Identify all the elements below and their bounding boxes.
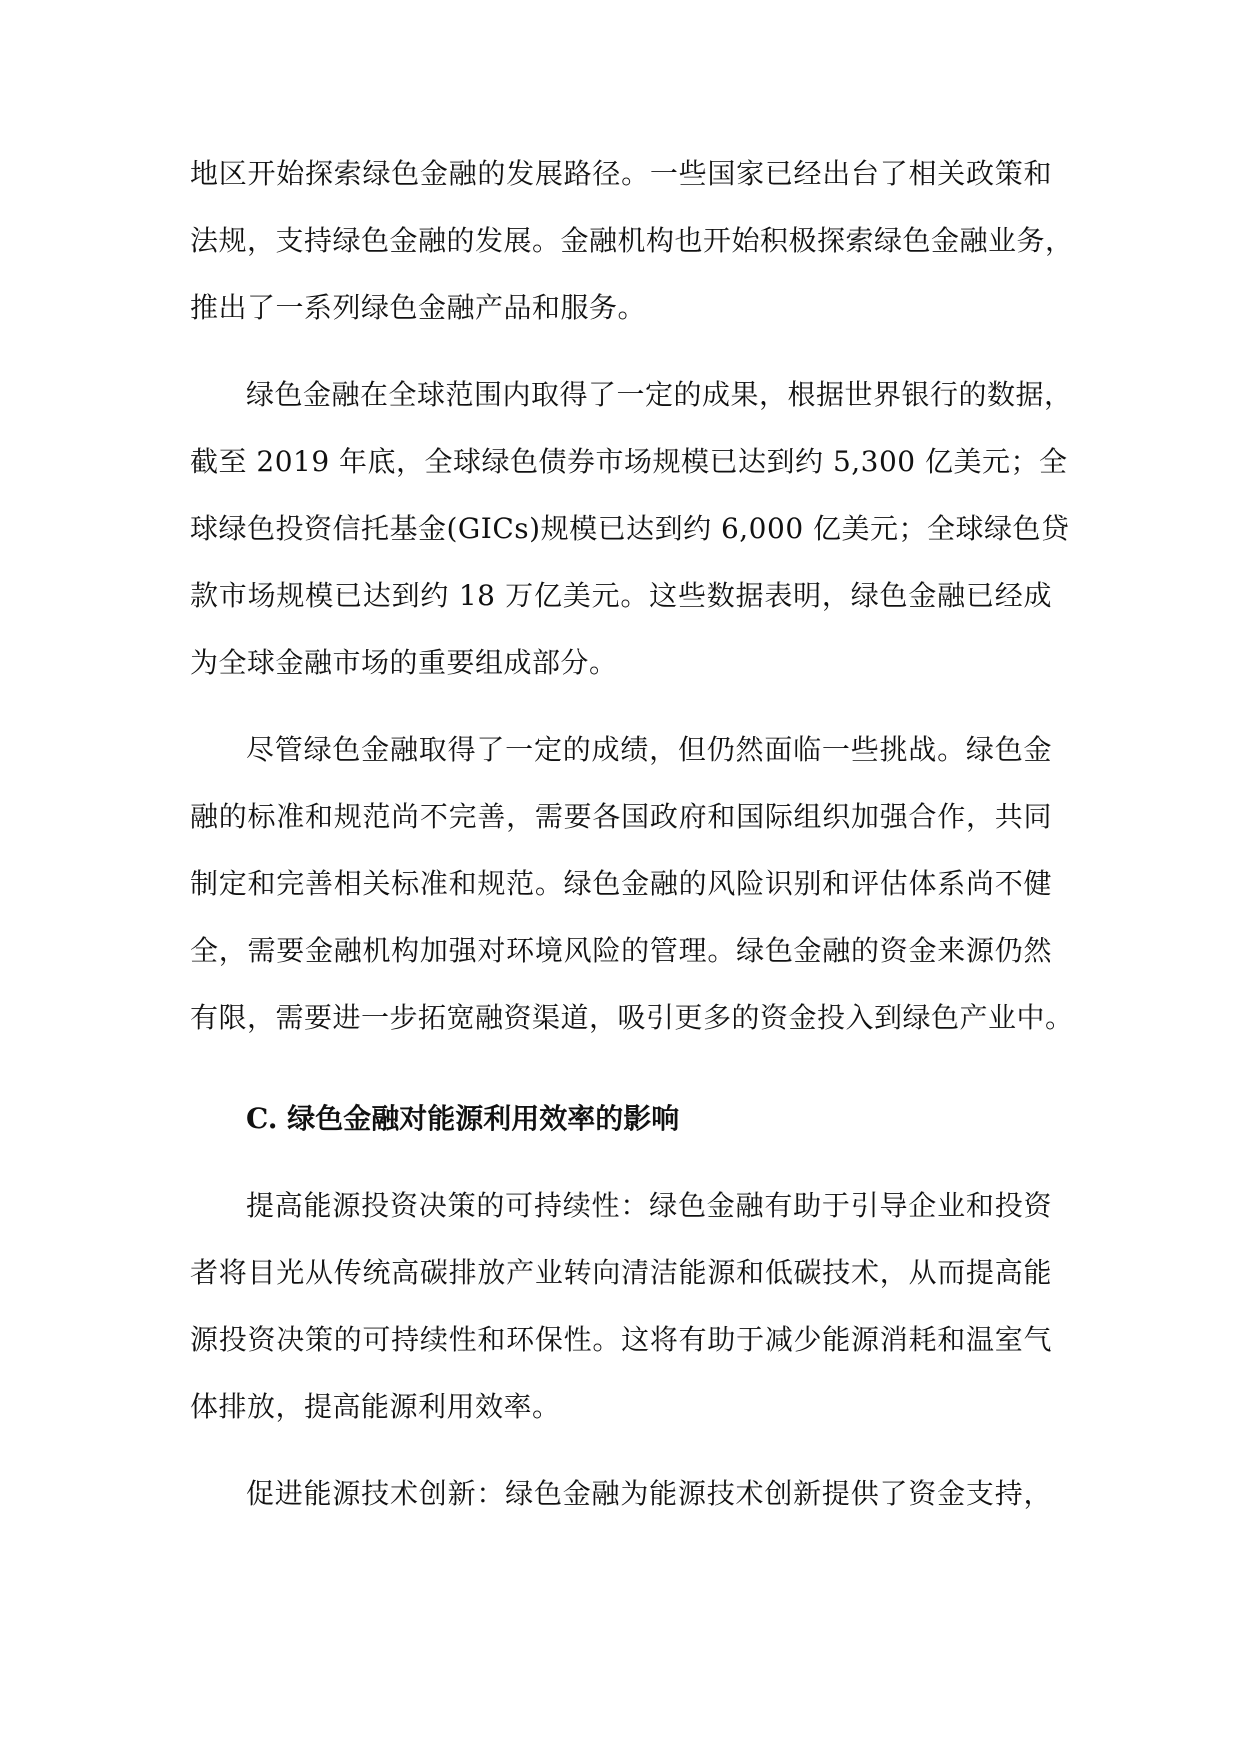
paragraph-line: 源投资决策的可持续性和环保性。这将有助于减少能源消耗和温室气 bbox=[190, 1323, 1052, 1356]
paragraph-line: 体排放，提高能源利用效率。 bbox=[190, 1390, 561, 1423]
paragraph-line: 全，需要金融机构加强对环境风险的管理。绿色金融的资金来源仍然 bbox=[190, 934, 1052, 967]
paragraph bbox=[190, 140, 1074, 341]
paragraph-line: 推出了一系列绿色金融产品和服务。 bbox=[190, 291, 647, 324]
paragraph-line: 绿色金融在全球范围内取得了一定的成果，根据世界银行的数据， bbox=[246, 378, 1073, 411]
paragraph-line: 尽管绿色金融取得了一定的成绩，但仍然面临一些挑战。绿色金 bbox=[246, 733, 1052, 766]
paragraph bbox=[190, 716, 1074, 1051]
paragraph bbox=[190, 1460, 1052, 1527]
paragraph-line: 法规，支持绿色金融的发展。金融机构也开始积极探索绿色金融业务， bbox=[190, 224, 1074, 257]
paragraph-line: 有限，需要进一步拓宽融资渠道，吸引更多的资金投入到绿色产业中。 bbox=[190, 1001, 1074, 1034]
paragraph-line: 为全球金融市场的重要组成部分。 bbox=[190, 646, 618, 679]
paragraph-line: 球绿色投资信托基金(GICs)规模已达到约 6,000 亿美元；全球绿色贷 bbox=[190, 512, 1070, 545]
paragraph-line: 融的标准和规范尚不完善，需要各国政府和国际组织加强合作，共同 bbox=[190, 800, 1052, 833]
paragraph-line: 提高能源投资决策的可持续性：绿色金融有助于引导企业和投资 bbox=[246, 1189, 1052, 1222]
paragraph-line: 者将目光从传统高碳排放产业转向清洁能源和低碳技术，从而提高能 bbox=[190, 1256, 1052, 1289]
paragraph-line: 款市场规模已达到约 18 万亿美元。这些数据表明，绿色金融已经成 bbox=[190, 579, 1052, 612]
paragraph-line: 地区开始探索绿色金融的发展路径。一些国家已经出台了相关政策和 bbox=[190, 157, 1052, 190]
section-heading: C. 绿色金融对能源利用效率的影响 bbox=[246, 1102, 680, 1135]
document-body bbox=[190, 140, 1074, 1527]
paragraph-line: 制定和完善相关标准和规范。绿色金融的风险识别和评估体系尚不健 bbox=[190, 867, 1052, 900]
paragraph-line: 促进能源技术创新：绿色金融为能源技术创新提供了资金支持， bbox=[246, 1477, 1052, 1510]
paragraph bbox=[190, 1172, 1052, 1440]
paragraph bbox=[190, 361, 1073, 696]
paragraph-line: 截至 2019 年底，全球绿色债券市场规模已达到约 5,300 亿美元；全 bbox=[190, 445, 1068, 478]
